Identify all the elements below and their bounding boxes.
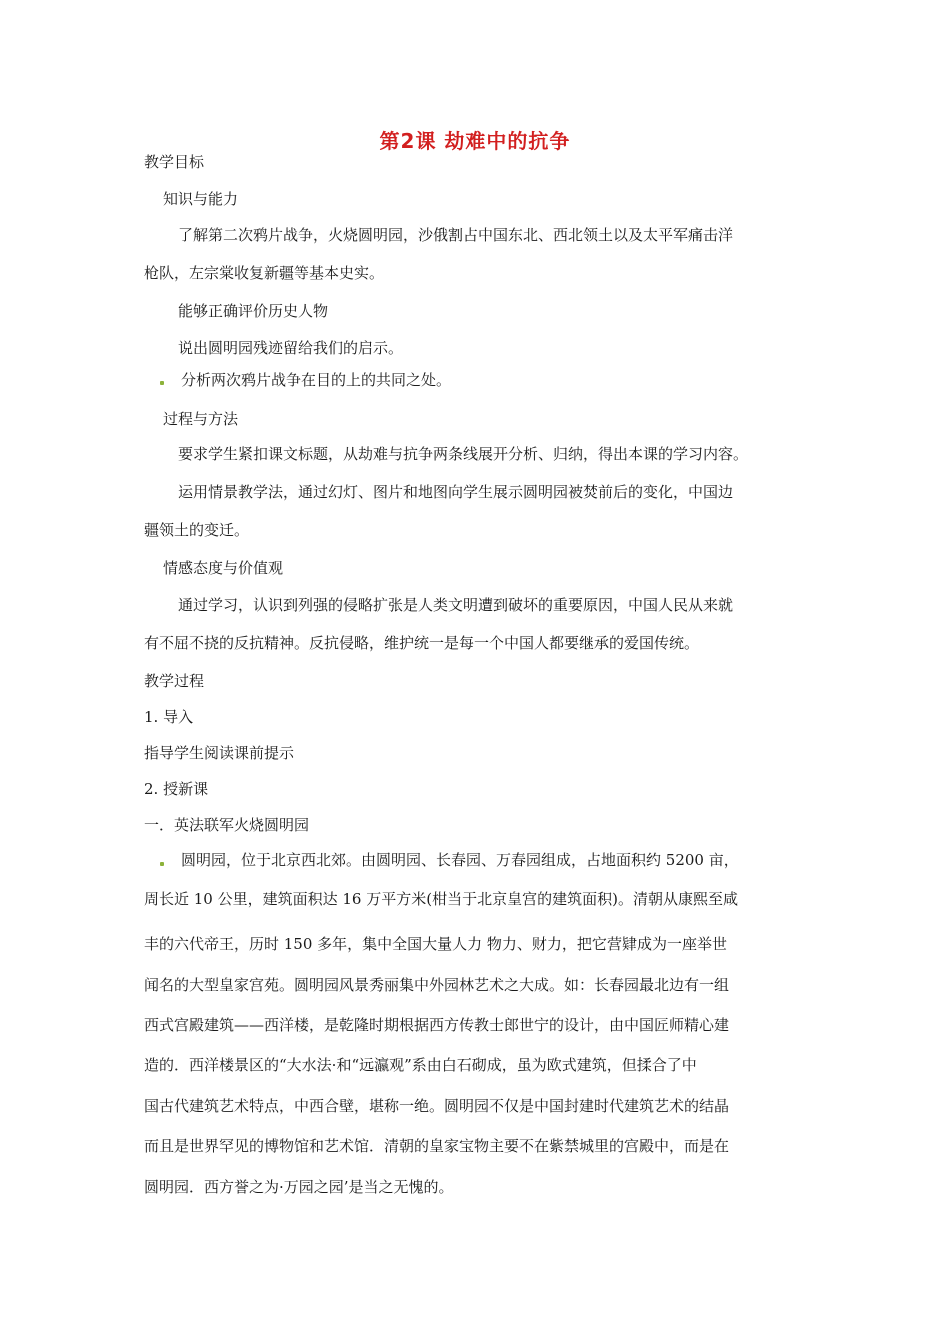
paragraph-line: 造的．西洋楼景区的“大水法·和“远瀛观”系由白石砌成，虽为欧式建筑，但揉合了中 <box>144 1056 697 1074</box>
paragraph-line: 闻名的大型皇家宫苑。圆明园风景秀丽集中外园林艺术之大成。如：长春园最北边有一组 <box>144 976 730 994</box>
step-heading: 1. 导入 <box>144 708 194 726</box>
paragraph-line: 而且是世界罕见的博物馆和艺术馆．清朝的皇家宝物主要不在紫禁城里的宫殿中，而是在 <box>144 1137 730 1155</box>
subheading-knowledge: 知识与能力 <box>163 190 239 208</box>
paragraph-line: 说出圆明园残迹留给我们的启示。 <box>178 339 404 357</box>
paragraph-line: 要求学生紧扣课文标题，从劫难与抗争两条线展开分析、归纳，得出本课的学习内容。 <box>178 445 749 463</box>
lesson-title: 第2课 劫难中的抗争 <box>379 129 571 153</box>
paragraph-line: 通过学习，认识到列强的侵略扩张是人类文明遭到破坏的重要原因，中国人民从来就 <box>178 596 734 614</box>
paragraph-line: 国古代建筑艺术特点，中西合壁，堪称一绝。圆明园不仅是中国封建时代建筑艺术的结晶 <box>144 1097 730 1115</box>
paragraph-line: 丰的六代帝王，历时 150 多年，集中全国大量人力 物力、财力，把它营肄成为一座举世 <box>144 935 727 953</box>
paragraph-line: 分析两次鸦片战争在目的上的共同之处。 <box>181 371 452 389</box>
heading-teaching-process: 教学过程 <box>144 672 205 690</box>
paragraph-line: 有不屈不挠的反抗精神。反抗侵略，维护统一是每一个中国人都要继承的爱国传统。 <box>144 634 700 652</box>
paragraph-line: 运用情景教学法，通过幻灯、图片和地图向学生展示圆明园被焚前后的变化，中国边 <box>178 483 734 501</box>
subheading-process: 过程与方法 <box>163 410 239 428</box>
step-description: 指导学生阅读课前提示 <box>144 744 295 762</box>
paragraph-line: 枪队，左宗棠收复新疆等基本史实。 <box>144 264 385 282</box>
heading-teaching-goals: 教学目标 <box>144 153 205 171</box>
part-heading: 一．英法联军火烧圆明园 <box>144 816 310 834</box>
paragraph-line: 能够正确评价历史人物 <box>178 302 329 320</box>
marker-dot <box>160 381 164 385</box>
marker-dot <box>160 862 164 866</box>
paragraph-line: 疆领土的变迁。 <box>144 521 250 539</box>
step-heading: 2. 授新课 <box>144 780 209 798</box>
paragraph-line: 西式宫殿建筑——西洋楼，是乾隆时期根据西方传教士郎世宁的设计，由中国匠师精心建 <box>144 1016 730 1034</box>
paragraph-line: 周长近 10 公里，建筑面积达 16 万平方米(柑当于北京皇宫的建筑面积)。清朝从康熙至咸 <box>144 890 738 908</box>
paragraph-line: 圆明园．西方誉之为·万园之园’是当之无愧的。 <box>144 1178 454 1196</box>
subheading-emotion: 情感态度与价值观 <box>163 559 284 577</box>
paragraph-line: 了解第二次鸦片战争，火烧圆明园，沙俄割占中国东北、西北领土以及太平军痛击洋 <box>178 226 734 244</box>
paragraph-line: 圆明园，位于北京西北郊。由圆明园、长春园、万春园组成，占地面积约 5200 亩， <box>181 851 739 869</box>
